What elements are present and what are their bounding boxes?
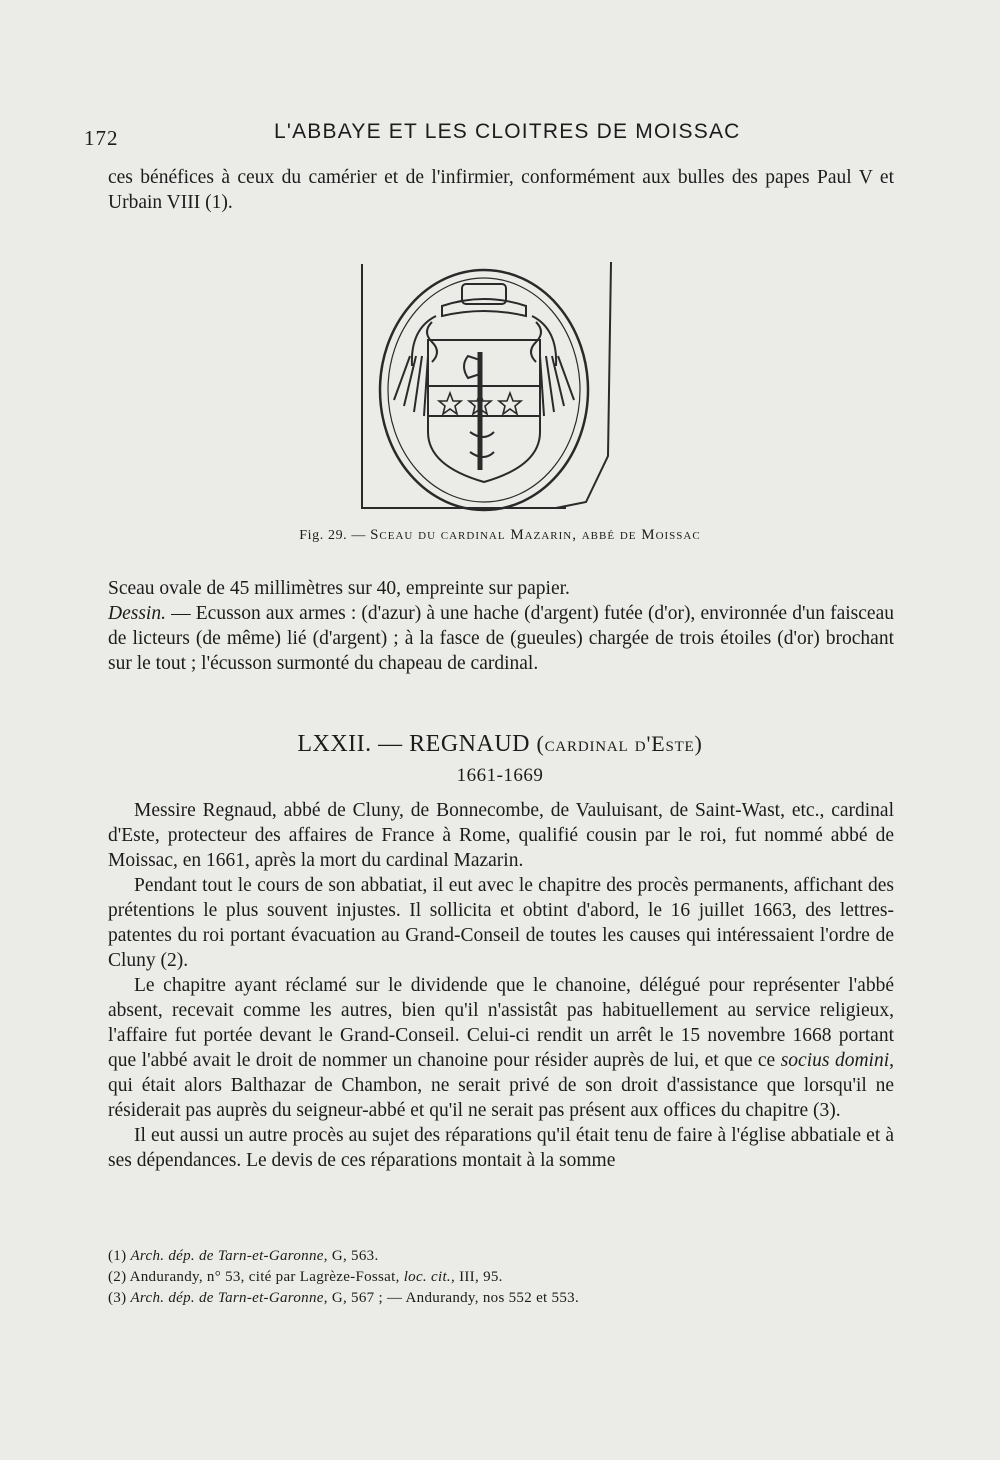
footnote-italic: Arch. dép. de Tarn-et-Garonne, [130,1290,328,1306]
seal-description-size: Sceau ovale de 45 millimètres sur 40, empreinte sur papier. [108,578,570,599]
continuation-paragraph [108,165,894,215]
page-header [84,120,904,160]
footnotes [108,1246,894,1309]
chapter-subtitle: (cardinal d'Este) [536,731,703,756]
figure-caption-prefix: Fig. 29. — [299,528,366,543]
seal-illustration-icon [356,256,618,518]
drawing-label: Dessin. [108,603,166,624]
footnote-italic: Arch. dép. de Tarn-et-Garonne, [130,1248,328,1264]
body-text: Le chapitre ayant réclamé sur le dividende que le chanoine, délégué pour représenter l'abbé absent, recevait comme les autres, bien qu'il n'assistât pas habituellement au service religieux, l'affaire fut portée devant le Grand-Conseil. Celui-ci rendit un arrêt le 15 novembre 1668 portant que l'abbé avait le droit de nommer un chanoine pour résider auprès de lui, et que ce [108,975,894,1071]
continuation-text: ces bénéfices à ceux du camérier et de l'infirmier, conformément aux bulles des papes Paul V et Urbain VIII (1). [108,167,894,213]
footnote-2 [108,1267,894,1288]
seal-description-drawing [108,601,894,676]
running-title: L'ABBAYE ET LES CLOITRES DE MOISSAC [274,120,741,143]
footnote-text: G, 567 ; — Andurandy, nos 552 et 553. [327,1290,580,1306]
chapter-body [108,798,894,1173]
body-paragraph: Messire Regnaud, abbé de Cluny, de Bonnecombe, de Vauluisant, de Saint-Wast, etc., cardinal d'Este, protecteur des affaires de France à Rome, qualifié cousin par le roi, fut nommé abbé de Moissac, en 1661, après la mort du cardinal Mazarin. [108,800,894,871]
figure-caption-title: Sceau du cardinal Mazarin, abbé de Moissac [370,527,701,543]
drawing-text: — Ecusson aux armes : (d'azur) à une hache (d'argent) futée (d'or), environnée d'un faisceau de licteurs (de même) lié (d'argent) ; à la fasce de (gueules) chargée de trois étoiles (d'or) brochant sur le tout ; l'écusson surmonté du chapeau de cardinal. [108,603,894,674]
seal-figure [356,256,618,518]
figure-caption [100,527,900,544]
body-paragraph: Pendant tout le cours de son abbatiat, il eut avec le chapitre des procès permanents, affichant des prétentions le plus souvent injustes. Il sollicita et obtint d'abord, le 16 juillet 1663, des lettres-patentes du roi portant évacuation au Grand-Conseil de toutes les causes qui intéressaient l'ordre de Cluny (2). [108,875,894,971]
footnote-text: (2) Andurandy, n° 53, cité par Lagrèze-Fossat, [108,1269,404,1285]
body-text: , qui était alors Balthazar de Chambon, ne serait privé de son droit d'assistance que lorsqu'il ne résiderait pas auprès du seigneur-abbé et qu'il ne serait pas présent aux offices du chapitre (3). [108,1050,895,1121]
chapter-heading [100,731,900,758]
chapter-dates: 1661-1669 [456,765,544,786]
footnote-1 [108,1246,894,1267]
footnote-italic: loc. cit., [403,1269,456,1285]
footnote-number: (3) [108,1290,131,1306]
footnote-number: (1) [108,1248,131,1264]
footnote-3 [108,1288,894,1309]
footnote-text: G, 563. [327,1248,379,1264]
footnote-text: III, 95. [455,1269,503,1285]
page-number: 172 [84,126,119,150]
body-italic: socius domini [780,1050,890,1071]
body-paragraph: Il eut aussi un autre procès au sujet des réparations qu'il était tenu de faire à l'église abbatiale et à ses dépendances. Le devis de ces réparations montait à la somme [108,1125,894,1171]
chapter-number: LXXII. — REGNAUD [297,731,537,757]
body-paragraph [108,973,894,1123]
seal-description [108,576,894,676]
